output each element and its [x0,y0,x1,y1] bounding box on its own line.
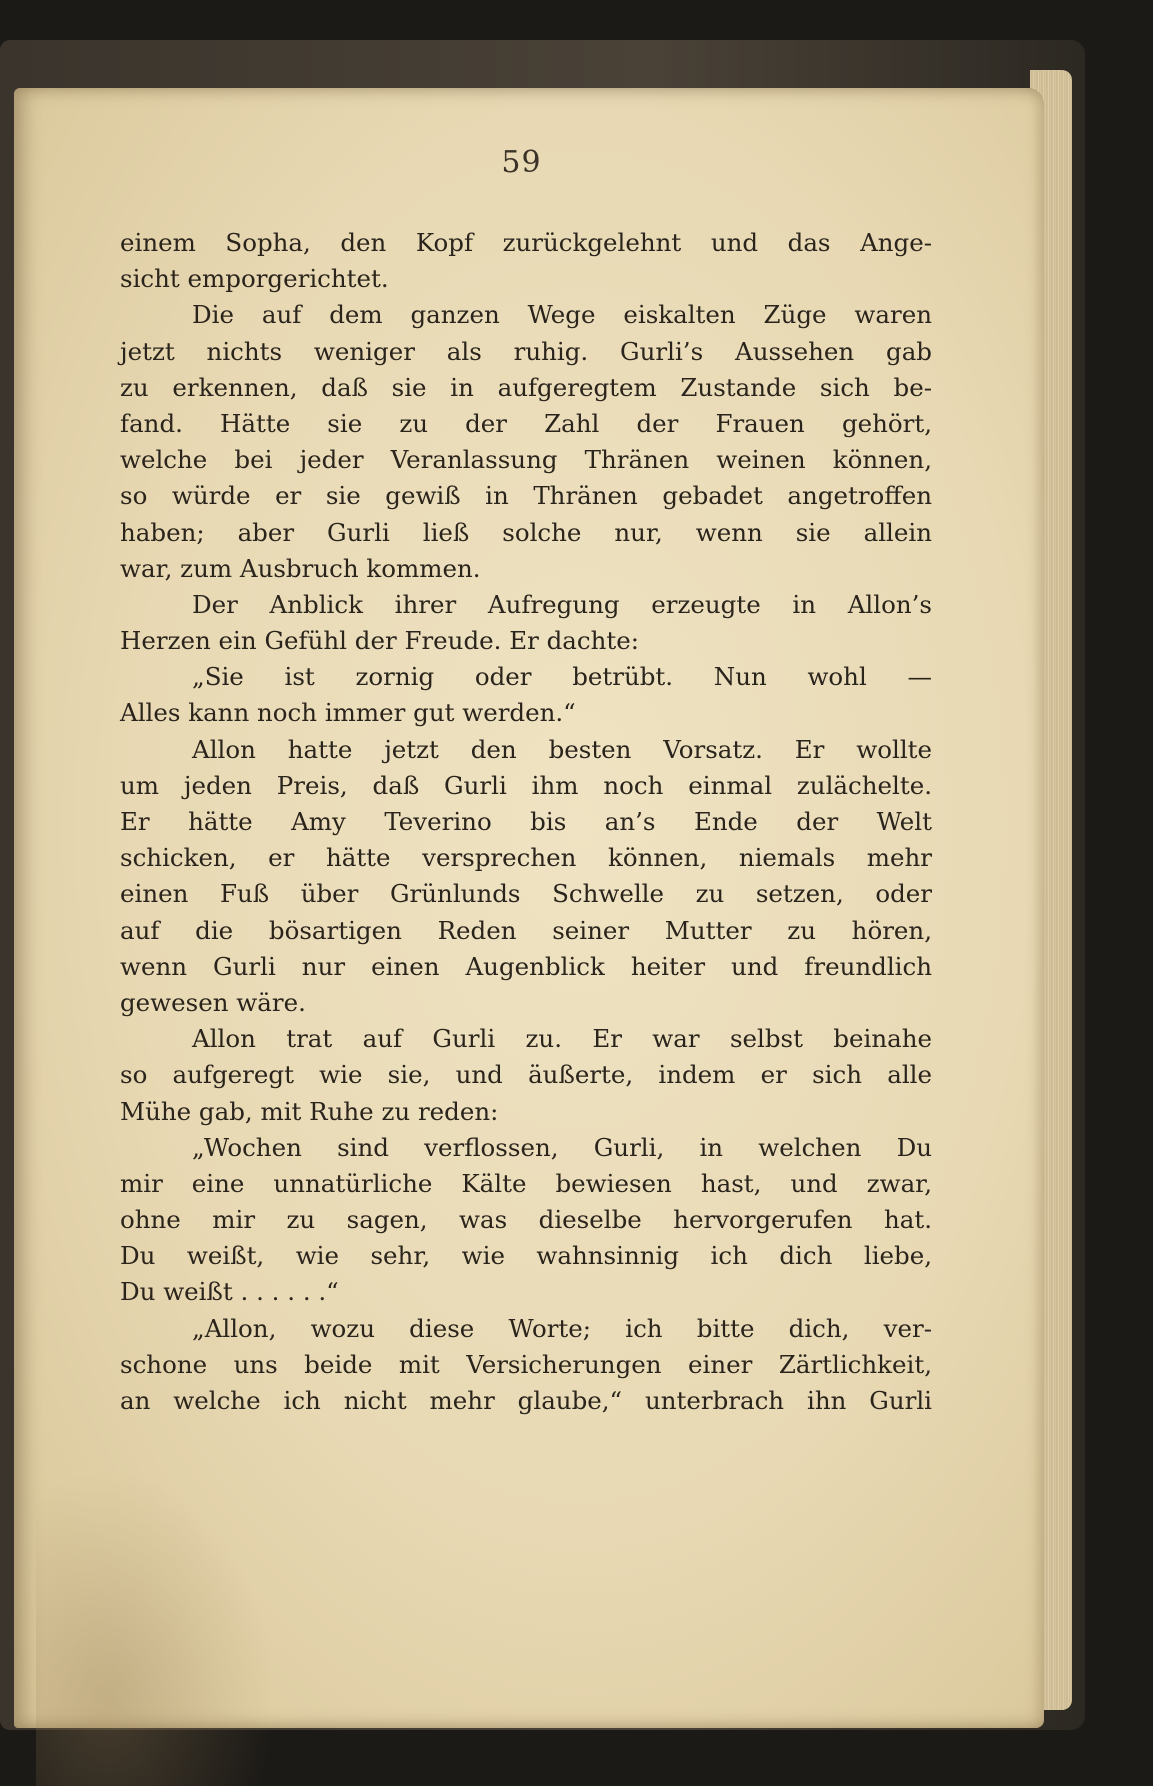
text-line: zu erkennen, daß sie in aufgeregtem Zustande sich be- [120,372,932,402]
text-line: Du weißt . . . . . .“ [120,1277,339,1307]
text-line: so aufgeregt wie sie, und äußerte, indem er sich alle [120,1060,932,1090]
text-line: Allon hatte jetzt den besten Vorsatz. Er wollte [192,734,932,764]
text-line: Er hätte Amy Teverino bis an’s Ende der Welt [120,807,932,836]
text-line: einem Sopha, den Kopf zurückgelehnt und das Ange- [120,228,932,257]
text-line: gewesen wäre. [120,987,306,1017]
text-line: welche bei jeder Veranlassung Thränen weinen können, [120,445,932,475]
page-number: 59 [501,145,542,180]
text-line: mir eine unnatürliche Kälte bewiesen hast, und zwar, [120,1168,932,1198]
text-line: „Sie ist zornig oder betrübt. Nun wohl — [192,662,932,692]
text-line: war, zum Ausbruch kommen. [120,553,481,583]
text-line: um jeden Preis, daß Gurli ihm noch einmal zulächelte. [120,770,932,800]
text-line: Der Anblick ihrer Aufregung erzeugte in Allon’s [192,589,932,619]
page-stain [36,1468,276,1786]
text-line: einen Fuß über Grünlunds Schwelle zu setzen, oder [120,879,932,909]
text-line: Mühe gab, mit Ruhe zu reden: [120,1096,499,1126]
text-line: so würde er sie gewiß in Thränen gebadet angetroffen [120,481,932,511]
text-line: fand. Hätte sie zu der Zahl der Frauen gehört, [120,408,932,438]
text-line: „Wochen sind verflossen, Gurli, in welchen Du [192,1132,932,1162]
text-line: auf die bösartigen Reden seiner Mutter zu hören, [120,915,932,945]
text-line: Die auf dem ganzen Wege eiskalten Züge waren [192,300,932,330]
body-text [120,225,932,1419]
text-line: Du weißt, wie sehr, wie wahnsinnig ich dich liebe, [120,1241,932,1271]
text-line: Alles kann noch immer gut werden.“ [120,698,576,728]
text-line: wenn Gurli nur einen Augenblick heiter und freundlich [120,951,932,981]
text-line: an welche ich nicht mehr glaube,“ unterbrach ihn Gurli [120,1386,932,1415]
text-line: sicht emporgerichtet. [120,264,389,294]
text-line: Herzen ein Gefühl der Freude. Er dachte: [120,626,639,656]
text-line: schone uns beide mit Versicherungen einer Zärtlichkeit, [120,1349,932,1379]
text-line: „Allon, wozu diese Worte; ich bitte dich, ver- [192,1313,932,1343]
text-line: Allon trat auf Gurli zu. Er war selbst beinahe [192,1024,932,1054]
text-line: jetzt nichts weniger als ruhig. Gurli’s Aussehen gab [120,336,932,366]
text-line: haben; aber Gurli ließ solche nur, wenn sie allein [120,517,932,547]
text-line: ohne mir zu sagen, was dieselbe hervorgerufen hat. [120,1205,932,1235]
text-line: schicken, er hätte versprechen können, niemals mehr [120,843,932,873]
